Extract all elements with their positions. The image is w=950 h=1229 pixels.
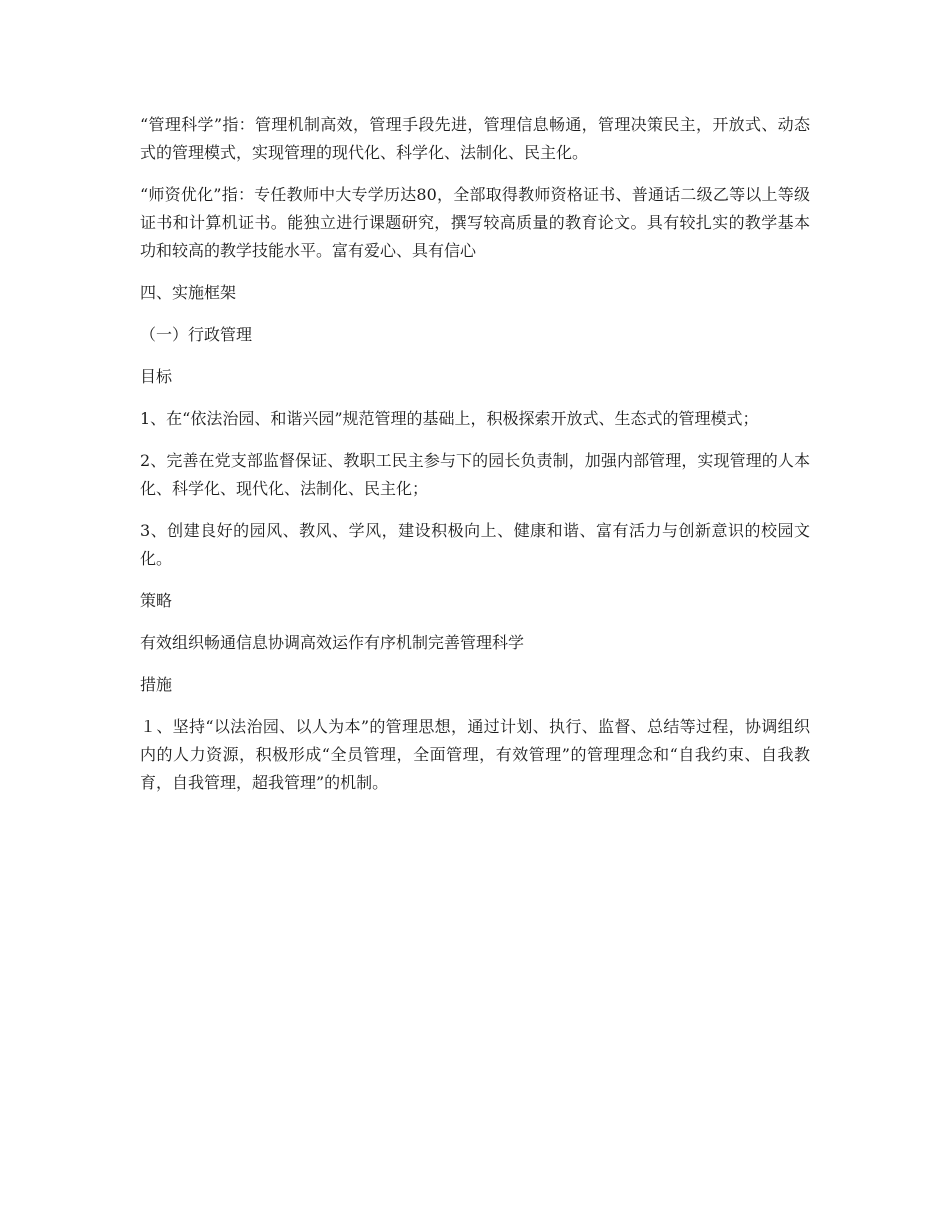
label-measures: 措施: [140, 675, 173, 694]
label-goals: 目标: [140, 367, 173, 386]
document-body: [140, 111, 810, 811]
goal-item-2: 2、完善在党支部监督保证、教职工民主参与下的园长负责制，加强内部管理，实现管理的人本化、科学化、现代化、法制化、民主化；: [140, 451, 810, 498]
label-strategy: 策略: [140, 591, 173, 610]
paragraph-teacher-optimization: “师资优化”指：专任教师中大专学历达80，全部取得教师资格证书、普通话二级乙等以上等级证书和计算机证书。能独立进行课题研究，撰写较高质量的教育论文。具有较扎实的教学基本功和较高的教学技能水平。富有爱心、具有信心: [140, 185, 810, 260]
goal-item-3: 3、创建良好的园风、教风、学风，建设积极向上、健康和谐、富有活力与创新意识的校园文化。: [140, 521, 810, 568]
subsection-heading-administration: （一）行政管理: [140, 325, 253, 344]
measure-item-1: １、坚持“以法治园、以人为本”的管理思想，通过计划、执行、监督、总结等过程，协调组织内的人力资源，积极形成“全员管理，全面管理，有效管理”的管理理念和“自我约束、自我教育，自我管理，超我管理”的机制。: [140, 717, 810, 792]
strategy-text: 有效组织畅通信息协调高效运作有序机制完善管理科学: [140, 633, 525, 652]
goal-item-1: 1、在“依法治园、和谐兴园”规范管理的基础上，积极探索开放式、生态式的管理模式；: [140, 409, 759, 428]
paragraph-management-science: “管理科学”指：管理机制高效，管理手段先进，管理信息畅通，管理决策民主，开放式、动态式的管理模式，实现管理的现代化、科学化、法制化、民主化。: [140, 115, 810, 162]
section-heading-implementation-framework: 四、实施框架: [140, 283, 237, 302]
